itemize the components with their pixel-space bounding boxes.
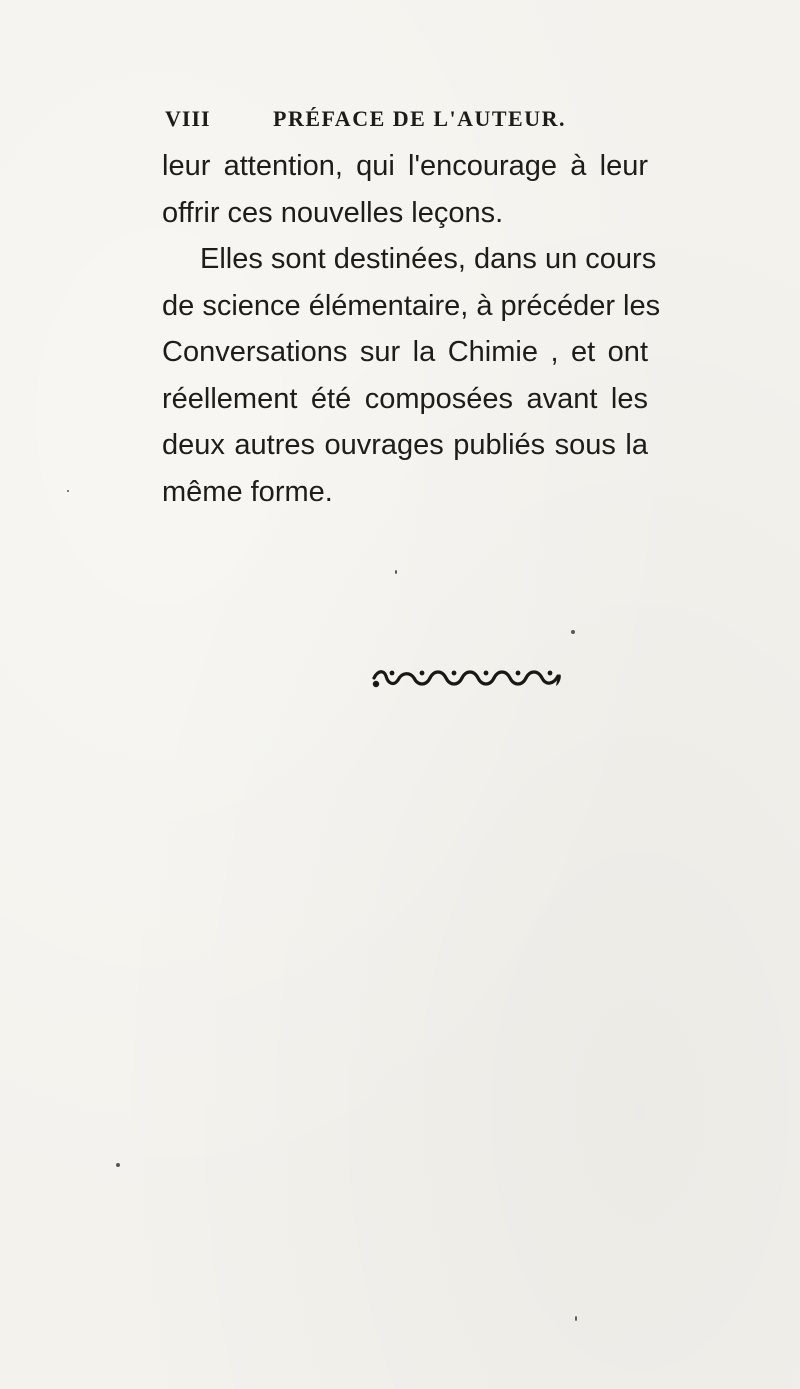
page-number: VIII (165, 106, 211, 131)
body-text (162, 143, 661, 515)
running-head (165, 106, 645, 132)
tailpiece-flourish-icon (370, 664, 564, 694)
text-line: même forme. (162, 475, 333, 508)
text-line: Elles sont destinées, dans un cours (200, 243, 657, 275)
text-line: leur attention, qui l'encourage à leur (162, 150, 648, 182)
text-line: Conversations sur la Chimie , et ont (162, 336, 648, 368)
text-line: deux autres ouvrages publiés sous la (162, 429, 648, 461)
text-line: de science élémentaire, à précéder les (162, 289, 661, 322)
text-line: réellement été composées avant les (162, 382, 648, 415)
text-line: offrir ces nouvelles leçons. (162, 196, 504, 229)
running-title: PRÉFACE DE L'AUTEUR. (273, 106, 567, 131)
